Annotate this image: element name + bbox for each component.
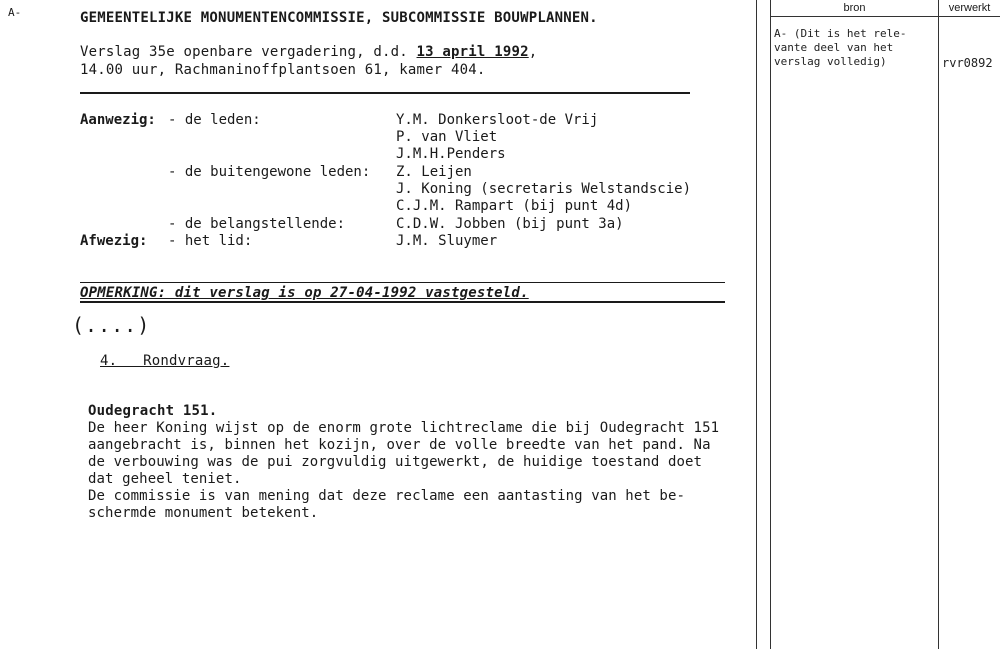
meeting-line-1 — [80, 44, 537, 60]
interested-label: - de belangstellende: — [168, 216, 346, 232]
meeting-date: 13 april 1992 — [416, 44, 529, 60]
source-note-line: A- (Dit is het rele- — [774, 27, 907, 40]
item-line: de verbouwing was de pui zorgvuldig uitgewerkt, de huidige toestand doet — [88, 454, 703, 470]
extra-member-name: J. Koning (secretaris Welstandscie) — [396, 181, 692, 197]
source-note-line: vante deel van het — [774, 41, 894, 54]
item-line: De heer Koning wijst op de enorm grote lichtreclame die bij Oudegracht 151 — [88, 420, 720, 436]
member-name: Y.M. Donkersloot-de Vrij — [396, 112, 599, 128]
remark-bottom-rule — [80, 301, 725, 303]
meeting-line-2: 14.00 uur, Rachmaninoffplantsoen 61, kamer 404. — [80, 62, 486, 78]
absent-name: J.M. Sluymer — [396, 233, 498, 249]
extra-member-name: C.J.M. Rampart (bij punt 4d) — [396, 198, 633, 214]
present-label: Aanwezig: — [80, 112, 156, 128]
meeting-line-suffix: , — [528, 44, 538, 60]
source-note-line: verslag volledig) — [774, 55, 887, 68]
absent-role: - het lid: — [168, 233, 253, 249]
column-header-verwerkt: verwerkt — [948, 2, 991, 14]
side-table-outer-border — [756, 0, 757, 649]
item-line: schermde monument betekent. — [88, 505, 319, 521]
remark-top-rule — [80, 282, 725, 283]
margin-marker: A- — [8, 6, 22, 19]
members-label: - de leden: — [168, 112, 261, 128]
extra-members-label: - de buitengewone leden: — [168, 164, 371, 180]
member-name: J.M.H.Penders — [396, 146, 506, 162]
item-line: De commissie is van mening dat deze reclame een aantasting van het be- — [88, 488, 686, 504]
side-table-column-divider — [938, 0, 939, 649]
item-line: dat geheel teniet. — [88, 471, 242, 487]
column-header-bron: bron — [843, 2, 866, 14]
side-table-left-border — [770, 0, 771, 649]
item-line: aangebracht is, binnen het kozijn, over de volle breedte van het pand. Na — [88, 437, 711, 453]
remark-text: OPMERKING: dit verslag is op 27-04-1992 vastgesteld. — [80, 285, 529, 301]
interested-name: C.D.W. Jobben (bij punt 3a) — [396, 216, 624, 232]
member-name: P. van Vliet — [396, 129, 498, 145]
item-title: Oudegracht 151. — [88, 403, 218, 419]
side-table-header-rule — [770, 16, 1000, 17]
document-title: GEMEENTELIJKE MONUMENTENCOMMISSIE, SUBCOMMISSIE BOUWPLANNEN. — [80, 10, 598, 26]
meeting-line-prefix: Verslag 35e openbare vergadering, d.d. — [80, 44, 417, 60]
extra-member-name: Z. Leijen — [396, 164, 472, 180]
header-divider — [80, 92, 690, 94]
section-heading: 4. Rondvraag. — [100, 353, 230, 369]
omission-marker: (....) — [72, 313, 151, 337]
processed-code: rvr0892 — [942, 56, 993, 70]
absent-label: Afwezig: — [80, 233, 148, 249]
